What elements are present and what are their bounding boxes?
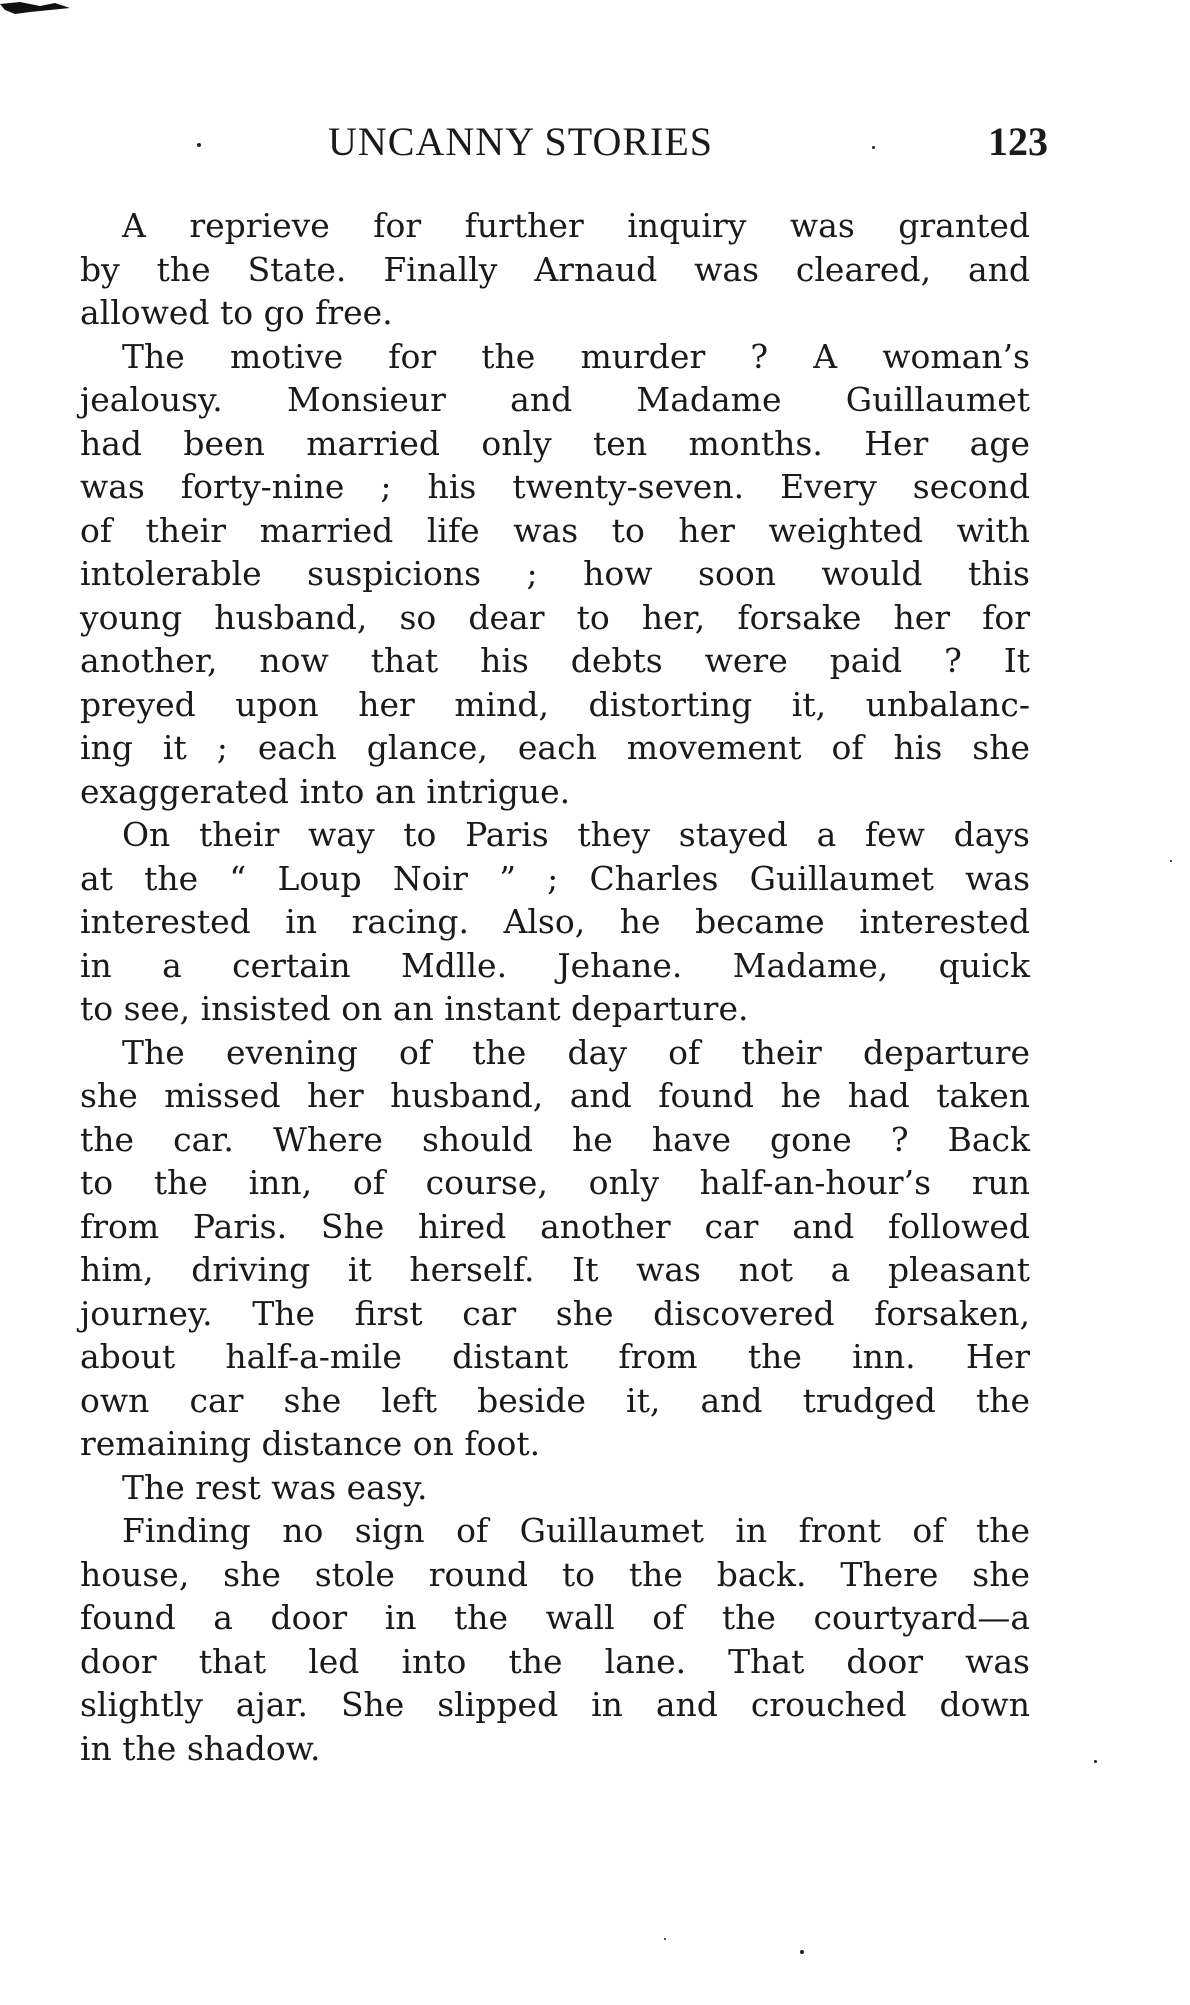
dust-speck (800, 1950, 804, 1954)
text-line: own car she left beside it, and trudged the (80, 1380, 1030, 1420)
text-line: to see, insisted on an instant departure. (80, 989, 749, 1028)
text-line: A reprieve for further inquiry was granted (122, 206, 1030, 245)
dust-speck (872, 146, 875, 149)
text-line: had been married only ten months. Her age (80, 423, 1030, 463)
text-line: she missed her husband, and found he had taken (80, 1076, 1030, 1115)
text-line: exaggerated into an intrigue. (80, 771, 571, 811)
text-line: young husband, so dear to her, forsake her for (80, 597, 1030, 637)
text-line: to the inn, of course, only half-an-hour’s run (80, 1163, 1030, 1202)
text-line: about half-a-mile distant from the inn. Her (80, 1337, 1030, 1376)
text-line: of their married life was to her weighted with (80, 510, 1030, 550)
dust-speck (664, 1938, 666, 1940)
text-line: at the “ Loup Noir ” ; Charles Guillaumet was (80, 858, 1030, 898)
text-line: journey. The first car she discovered forsaken, (80, 1293, 1030, 1333)
page-number: 123 (988, 119, 1048, 164)
text-line: in the shadow. (80, 1728, 321, 1768)
text-line: by the State. Finally Arnaud was cleared, and (80, 249, 1030, 289)
text-line: another, now that his debts were paid ? It (80, 641, 1030, 680)
text-line: ing it ; each glance, each movement of his she (80, 728, 1030, 767)
body-text (80, 204, 1030, 1770)
text-line: jealousy. Monsieur and Madame Guillaumet (80, 380, 1030, 419)
text-line: from Paris. She hired another car and followed (80, 1206, 1030, 1246)
text-line: slightly ajar. She slipped in and crouched down (80, 1685, 1030, 1724)
text-line: The motive for the murder ? A woman’s (122, 336, 1030, 376)
text-line: found a door in the wall of the courtyard—a (80, 1598, 1030, 1637)
text-line: was forty-nine ; his twenty-seven. Every second (80, 467, 1030, 506)
text-line: On their way to Paris they stayed a few days (122, 815, 1030, 854)
dust-speck (1094, 1760, 1097, 1763)
text-line: Finding no sign of Guillaumet in front of the (122, 1511, 1030, 1550)
text-line: the car. Where should he have gone ? Back (80, 1119, 1030, 1159)
text-line: house, she stole round to the back. There she (80, 1554, 1030, 1594)
text-line: The rest was easy. (122, 1467, 428, 1507)
dust-speck (1170, 860, 1172, 862)
ink-blot-mark (0, 0, 72, 16)
dust-speck (197, 143, 201, 147)
text-line: allowed to go free. (80, 293, 393, 332)
text-line: preyed upon her mind, distorting it, unbalanc- (80, 684, 1030, 724)
page-header (328, 118, 1048, 168)
text-line: intolerable suspicions ; how soon would this (80, 554, 1030, 593)
text-line: door that led into the lane. That door was (80, 1641, 1030, 1681)
text-line: interested in racing. Also, he became interested (80, 902, 1030, 941)
text-line: him, driving it herself. It was not a pleasant (80, 1250, 1030, 1289)
text-line: remaining distance on foot. (80, 1424, 541, 1463)
text-line: The evening of the day of their departure (122, 1032, 1030, 1072)
text-line: in a certain Mdlle. Jehane. Madame, quick (80, 945, 1030, 985)
running-title: UNCANNY STORIES (328, 119, 714, 164)
